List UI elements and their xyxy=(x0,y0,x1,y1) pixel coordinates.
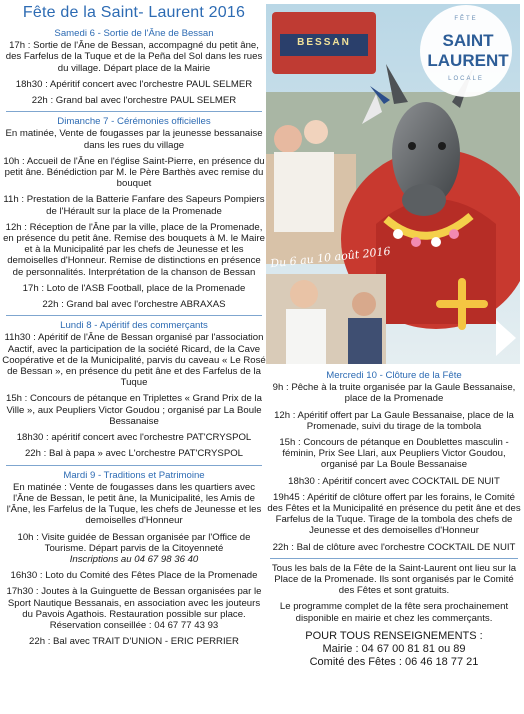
section-divider xyxy=(270,558,518,559)
program-right-column xyxy=(266,370,522,669)
section-divider xyxy=(6,111,262,112)
contact-heading: POUR TOUS RENSEIGNEMENTS : xyxy=(305,629,483,642)
program-item: En matinée : Vente de fougasses dans les quartiers avec l'Âne de Bessan, le petit âne, la Municipalité, les Amis de l'Âne, les Farfelus de la Tuque, les chefs de Jeunesse et les demoiselles d'Honneur xyxy=(6,481,262,527)
program-item: 12h : Apéritif offert par La Gaule Bessanaise, place de la Promenade, suivi du tirage de la tombola xyxy=(274,409,514,432)
program-item: 11h : Prestation de la Batterie Fanfare des Sapeurs Pompiers de l'Hérault sur la place de la Promenade xyxy=(3,194,265,217)
day-section-saturday xyxy=(2,28,266,106)
program-item: 18h30 : Apéritif concert avec l'orchestre PAUL SELMER xyxy=(15,78,253,90)
program-item: 9h : Pêche à la truite organisée par la Gaule Bessanaise, place de la Promenade xyxy=(272,382,516,405)
section-divider xyxy=(6,315,262,316)
day-heading: Dimanche 7 - Cérémonies officielles xyxy=(57,116,211,128)
program-item: 16h30 : Loto du Comité des Fêtes Place de la Promenade xyxy=(10,570,258,582)
program-item: 11h30 : Apéritif de l'Âne de Bessan organisé par l'association Aactif, avec la participation de la société Ricard, de la Cave Coopérative et de la Municipalité, parvis du caveau « Le Rosé de Bessan », en présence du petit âne et des Farfelus de la Tuque xyxy=(2,332,266,389)
program-item: 22h : Grand bal avec l'orchestre PAUL SELMER xyxy=(31,95,237,107)
contact-comite: Comité des Fêtes : 06 46 18 77 21 xyxy=(309,655,479,668)
program-item: 18h30 : Apéritif concert avec COCKTAIL DE NUIT xyxy=(288,475,500,487)
next-arrow-icon[interactable] xyxy=(496,320,516,356)
note-program: Le programme complet de la fête sera prochainement disponible en mairie et chez les commerçants. xyxy=(279,601,509,624)
day-section-sunday xyxy=(2,116,266,310)
day-section-monday xyxy=(2,320,266,459)
section-divider xyxy=(6,465,262,466)
poster-date: Du 6 au 10 août 2016 xyxy=(269,244,392,271)
day-section-wednesday xyxy=(266,370,522,553)
badge-top-text: FÊTE xyxy=(454,16,478,22)
program-item: 22h : Bal à papa » avec L'orchestre PAT'CRYSPOL xyxy=(24,448,244,460)
poster-banner-text: BESSAN xyxy=(297,37,351,48)
badge-line1: SAINT xyxy=(442,31,494,50)
program-item: 17h30 : Joutes à la Guinguette de Bessan organisées par le Sport Nautique Bessanais, en association avec les jouteurs du Pavois Agathois. Restauration possible sur place. Réservation conseillée : 04 67 77 43 93 xyxy=(6,586,262,631)
badge-bottom-text: LOCALE xyxy=(448,76,484,82)
day-heading: Mercredi 10 - Clôture de la Fête xyxy=(326,370,462,381)
program-item: 15h : Concours de pétanque en Doublettes masculin - féminin, Prix See Llari, aux Peupliers Victor Goudou, organisé par La Boule Bessanaise xyxy=(279,437,509,471)
contact-block xyxy=(266,630,522,669)
day-section-tuesday xyxy=(2,470,266,648)
note-free-balls: Tous les bals de la Fête de la Saint-Laurent ont lieu sur la Place de la Promenade. Ils sont organisés par le Comité des Fêtes et sont gratuits. xyxy=(271,562,517,597)
contact-mairie: Mairie : 04 67 00 81 81 ou 89 xyxy=(322,642,466,655)
program-item: 10h : Accueil de l'Âne en l'église Saint-Pierre, en présence du petit âne. Bénédiction par M. le Père Barthès avec remise du bouquet xyxy=(3,155,265,190)
page-title: Fête de la Saint- Laurent 2016 xyxy=(22,4,246,21)
program-item: 10h : Visite guidée de Bessan organisée par l'Office de Tourisme. Départ parvis de la Citoyenneté xyxy=(17,531,251,554)
program-item-inscriptions: Inscriptions au 04 67 98 36 40 xyxy=(69,553,199,565)
program-item: 18h30 : apéritif concert avec l'orchestre PAT'CRYSPOL xyxy=(16,432,252,444)
program-item: 19h45 : Apéritif de clôture offert par les forains, le Comité des Fêtes et la Municipalité en présence du petit âne et des Farfelus de la Tuque. Tirage de la tombola des chefs de Jeunesse et des demoiselles d'Honneur xyxy=(267,491,521,537)
badge-line2: LAURENT xyxy=(427,51,509,70)
program-left-column xyxy=(2,28,266,652)
badge-name-lettering xyxy=(422,26,514,72)
day-heading: Samedi 6 - Sortie de l'Âne de Bessan xyxy=(54,28,214,39)
program-item: 17h : Loto de l'ASB Football, place de la Promenade xyxy=(22,282,246,294)
program-item: 22h : Bal avec TRAIT D'UNION - ERIC PERRIER xyxy=(29,636,239,648)
program-item: 15h : Concours de pétanque en Triplettes « Grand Prix de la Ville », aux Peupliers Victor Goudou ; organisé par La Boule Bessanaise xyxy=(6,393,262,427)
program-item: 22h : Grand bal avec l'orchestre ABRAXAS xyxy=(42,299,226,311)
program-item: 22h : Bal de clôture avec l'orchestre COCKTAIL DE NUIT xyxy=(272,541,516,553)
saint-laurent-badge xyxy=(414,8,518,94)
program-item: En matinée, Vente de fougasses par la jeunesse bessanaise dans les rues du village xyxy=(5,128,263,151)
festival-poster-photo xyxy=(266,4,520,364)
day-heading: Lundi 8 - Apéritif des commerçants xyxy=(60,320,208,332)
program-item: 12h : Réception de l'Âne par la ville, place de la Promenade, en présence du petit âne. Remise des bouquets à M. le Maire et à la Municipalité par les chefs de Jeunesse et les demoiselles d'Honneur. Remise de distinctions en présence de personnalités. Interprétation de la chanson de Bessan xyxy=(3,221,265,278)
day-heading: Mardi 9 - Traditions et Patrimoine xyxy=(63,469,205,481)
program-item: 17h : Sortie de l'Âne de Bessan, accompagné du petit âne, des Farfelus de la Tuque et de la Peña del Sol dans les rues du village. Départ place de la Mairie xyxy=(5,40,263,74)
